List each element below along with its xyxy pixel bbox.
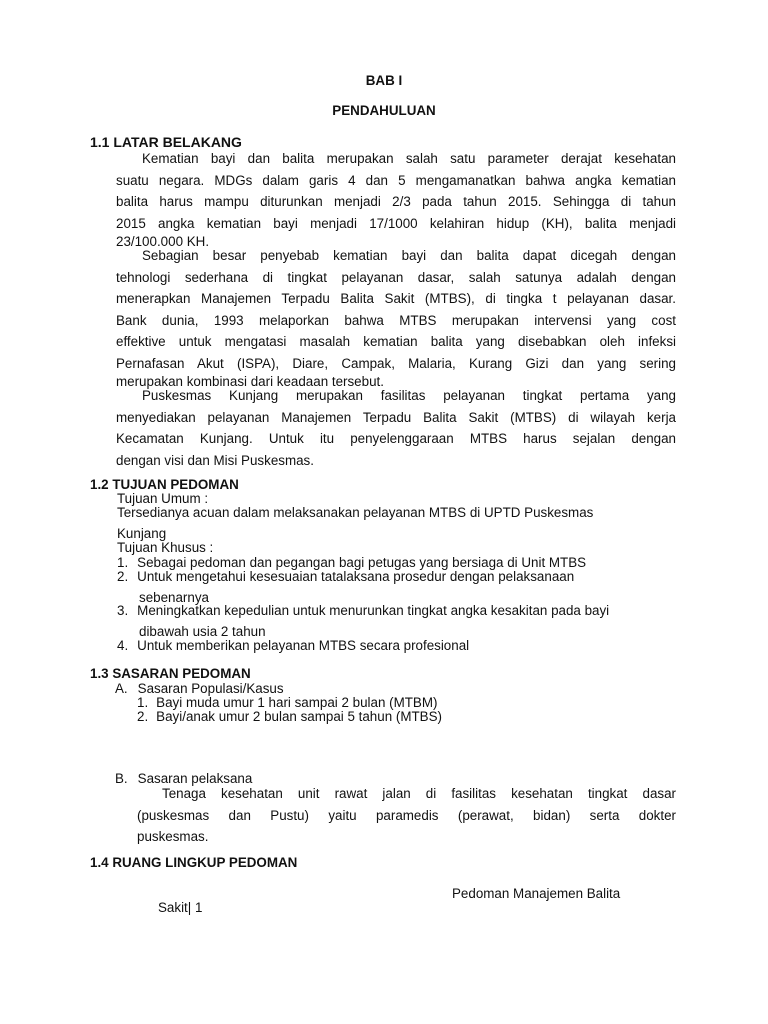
- tujuan-umum-text-cont: Kunjang: [117, 526, 167, 541]
- chapter-label: BAB I: [365, 73, 403, 88]
- para-line: merupakan kombinasi dari keadaan tersebut.: [116, 374, 384, 389]
- tujuan-umum-text: Tersedianya acuan dalam melaksanakan pelayanan MTBS di UPTD Puskesmas: [117, 505, 594, 520]
- section-heading-1-2: 1.2 TUJUAN PEDOMAN: [90, 477, 239, 492]
- list-item: 2. Untuk mengetahui kesesuaian tatalaksana prosedur dengan pelaksanaan: [117, 569, 575, 584]
- para-line: Kecamatan Kunjang. Untuk itu penyelenggaraan MTBS harus sejalan dengan: [116, 431, 676, 446]
- para-line: Sebagian besar penyebab kematian bayi dan balita dapat dicegah dengan: [142, 248, 676, 263]
- list-item-cont: dibawah usia 2 tahun: [139, 624, 266, 639]
- para-line: tehnologi sederhana di tingkat pelayanan dasar, salah satunya adalah dengan: [116, 269, 676, 285]
- list-item-cont: sebenarnya: [139, 590, 209, 605]
- list-item: 3. Meningkatkan kepedulian untuk menurunkan tingkat angka kesakitan pada bayi: [117, 603, 610, 618]
- para-line: Pernafasan Akut (ISPA), Diare, Campak, Malaria, Kurang Gizi dan yang sering: [116, 355, 676, 371]
- para-line: Kematian bayi dan balita merupakan salah satu parameter derajat kesehatan: [142, 151, 676, 166]
- para-line: effektive untuk mengatasi masalah kematian balita yang disebabkan oleh infeksi: [116, 334, 676, 349]
- para-line: Tenaga kesehatan unit rawat jalan di fasilitas kesehatan tingkat dasar: [162, 786, 676, 801]
- tujuan-khusus-label: Tujuan Khusus :: [117, 540, 214, 555]
- para-line: Puskesmas Kunjang merupakan fasilitas pelayanan tingkat pertama yang: [142, 388, 676, 403]
- list-item: 1. Bayi muda umur 1 hari sampai 2 bulan (MTBM): [137, 695, 438, 710]
- paragraph-latar-3: [116, 385, 676, 471]
- paragraph-sasaran-b: [137, 783, 676, 848]
- list-item: 2. Bayi/anak umur 2 bulan sampai 5 tahun (MTBS): [137, 709, 442, 724]
- section-heading-1-1: 1.1 LATAR BELAKANG: [90, 134, 242, 150]
- para-line: menyediakan pelayanan Manajemen Terpadu Balita Sakit (MTBS) di wilayah kerja: [116, 409, 676, 425]
- para-line: suatu negara. MDGs dalam garis 4 dan 5 mengamanatkan bahwa angka kematian: [116, 172, 676, 188]
- footer-title: Pedoman Manajemen Balita: [452, 886, 621, 901]
- list-item: 4. Untuk memberikan pelayanan MTBS secara profesional: [117, 638, 470, 653]
- paragraph-latar-1: [116, 148, 676, 250]
- para-line: balita harus mampu diturunkan menjadi 2/3 pada tahun 2015. Sehingga di tahun: [116, 194, 676, 209]
- para-line: (puskesmas dan Pustu) yaitu paramedis (perawat, bidan) serta dokter: [137, 807, 676, 823]
- para-line: 23/100.000 KH.: [116, 234, 210, 249]
- para-line: puskesmas.: [137, 829, 209, 844]
- section-heading-1-4: 1.4 RUANG LINGKUP PEDOMAN: [90, 855, 298, 870]
- paragraph-latar-2: [116, 245, 676, 390]
- para-line: dengan visi dan Misi Puskesmas.: [116, 452, 314, 468]
- para-line: 2015 angka kematian bayi menjadi 17/1000 kelahiran hidup (KH), balita menjadi: [116, 215, 676, 231]
- sasaran-a: A. Sasaran Populasi/Kasus: [115, 681, 284, 696]
- sasaran-b: B. Sasaran pelaksana: [115, 771, 253, 786]
- tujuan-umum-label: Tujuan Umum :: [117, 491, 209, 506]
- para-line: Bank dunia, 1993 melaporkan bahwa MTBS merupakan intervensi yang cost: [116, 312, 676, 328]
- section-heading-1-3: 1.3 SASARAN PEDOMAN: [90, 666, 251, 681]
- page-number: Sakit| 1: [158, 900, 203, 915]
- para-line: menerapkan Manajemen Terpadu Balita Sakit (MTBS), di tingka t pelayanan dasar.: [116, 291, 676, 306]
- page-title: PENDAHULUAN: [332, 103, 436, 118]
- list-item: 1. Sebagai pedoman dan pegangan bagi petugas yang bersiaga di Unit MTBS: [117, 555, 587, 570]
